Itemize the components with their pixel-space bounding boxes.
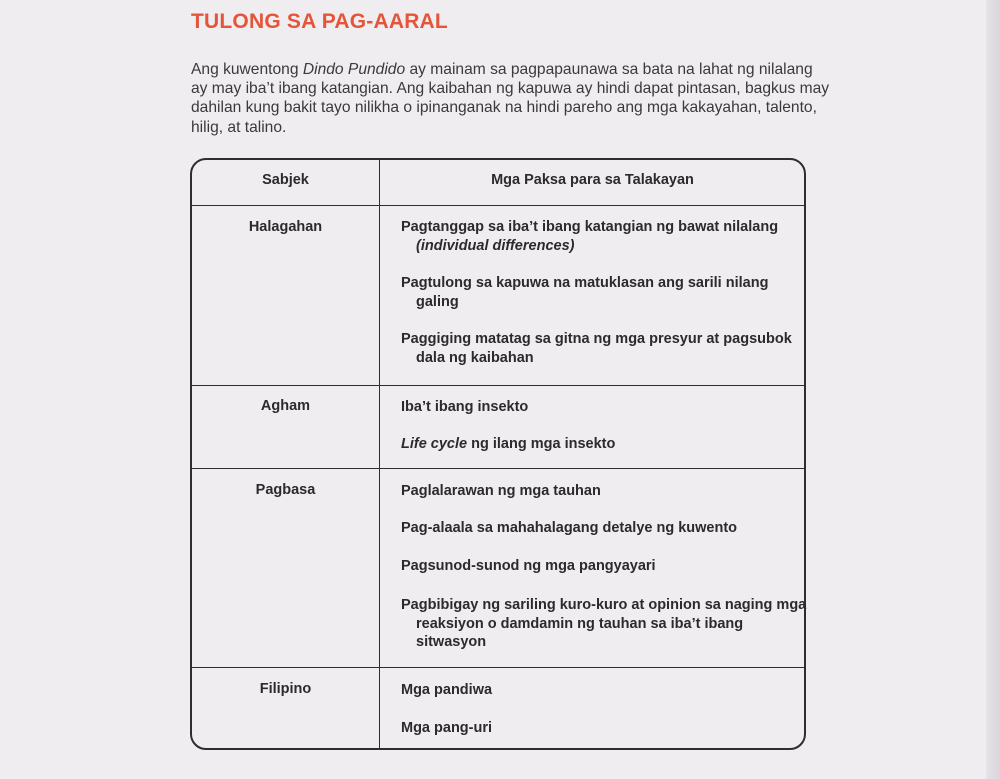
intro-paragraph bbox=[191, 60, 831, 137]
topic-item: Mga pandiwa bbox=[401, 682, 493, 698]
topic-item: Pag-alaala sa mahahalagang detalye ng kuwento bbox=[401, 520, 738, 536]
row-divider bbox=[192, 468, 804, 469]
topic-item: Life cycle ng ilang mga insekto bbox=[401, 436, 616, 452]
row-divider bbox=[192, 205, 804, 206]
column-divider bbox=[379, 160, 380, 748]
header-subject: Sabjek bbox=[262, 172, 309, 188]
intro-text-after: ay mainam sa pagpapaunawa sa bata na lahat ng nilalang ay may iba’t ibang katangian. Ang kaibahan ng kapuwa ay hindi dapat pintasan, bagkus may dahilan kung bakit tayo nilikha o ipinanganak na hindi pareho ang mga kakayahan, talento, hilig, at talino. bbox=[191, 61, 830, 136]
topic-item: Pagtanggap sa iba’t ibang katangian ng bawat nilalang (individual differences) bbox=[401, 219, 779, 254]
page-title: TULONG SA PAG-AARAL bbox=[191, 10, 448, 33]
topic-item: Pagbibigay ng sariling kuro-kuro at opinion sa naging mga reaksiyon o damdamin ng tauhan sa iba’t ibang sitwasyon bbox=[401, 597, 807, 651]
topics-table bbox=[190, 158, 806, 750]
topic-item: Pagtulong sa kapuwa na matuklasan ang sarili nilang galing bbox=[401, 275, 769, 310]
row-divider bbox=[192, 385, 804, 386]
row-divider bbox=[192, 667, 804, 668]
subject-agham: Agham bbox=[260, 398, 311, 414]
page-edge bbox=[986, 0, 1000, 779]
topic-item: Iba’t ibang insekto bbox=[401, 399, 529, 415]
intro-text-before: Ang kuwentong bbox=[191, 61, 303, 78]
topic-item: Paggiging matatag sa gitna ng mga presyur at pagsubok dala ng kaibahan bbox=[401, 331, 792, 366]
topic-item: Pagsunod-sunod ng mga pangyayari bbox=[401, 558, 656, 574]
story-title: Dindo Pundido bbox=[302, 61, 406, 78]
subject-pagbasa: Pagbasa bbox=[255, 482, 316, 498]
subject-halagahan: Halagahan bbox=[248, 219, 323, 235]
header-topics: Mga Paksa para sa Talakayan bbox=[491, 172, 694, 188]
topic-item: Paglalarawan ng mga tauhan bbox=[401, 483, 601, 499]
topic-item: Mga pang-uri bbox=[401, 720, 493, 736]
subject-filipino: Filipino bbox=[259, 681, 312, 697]
